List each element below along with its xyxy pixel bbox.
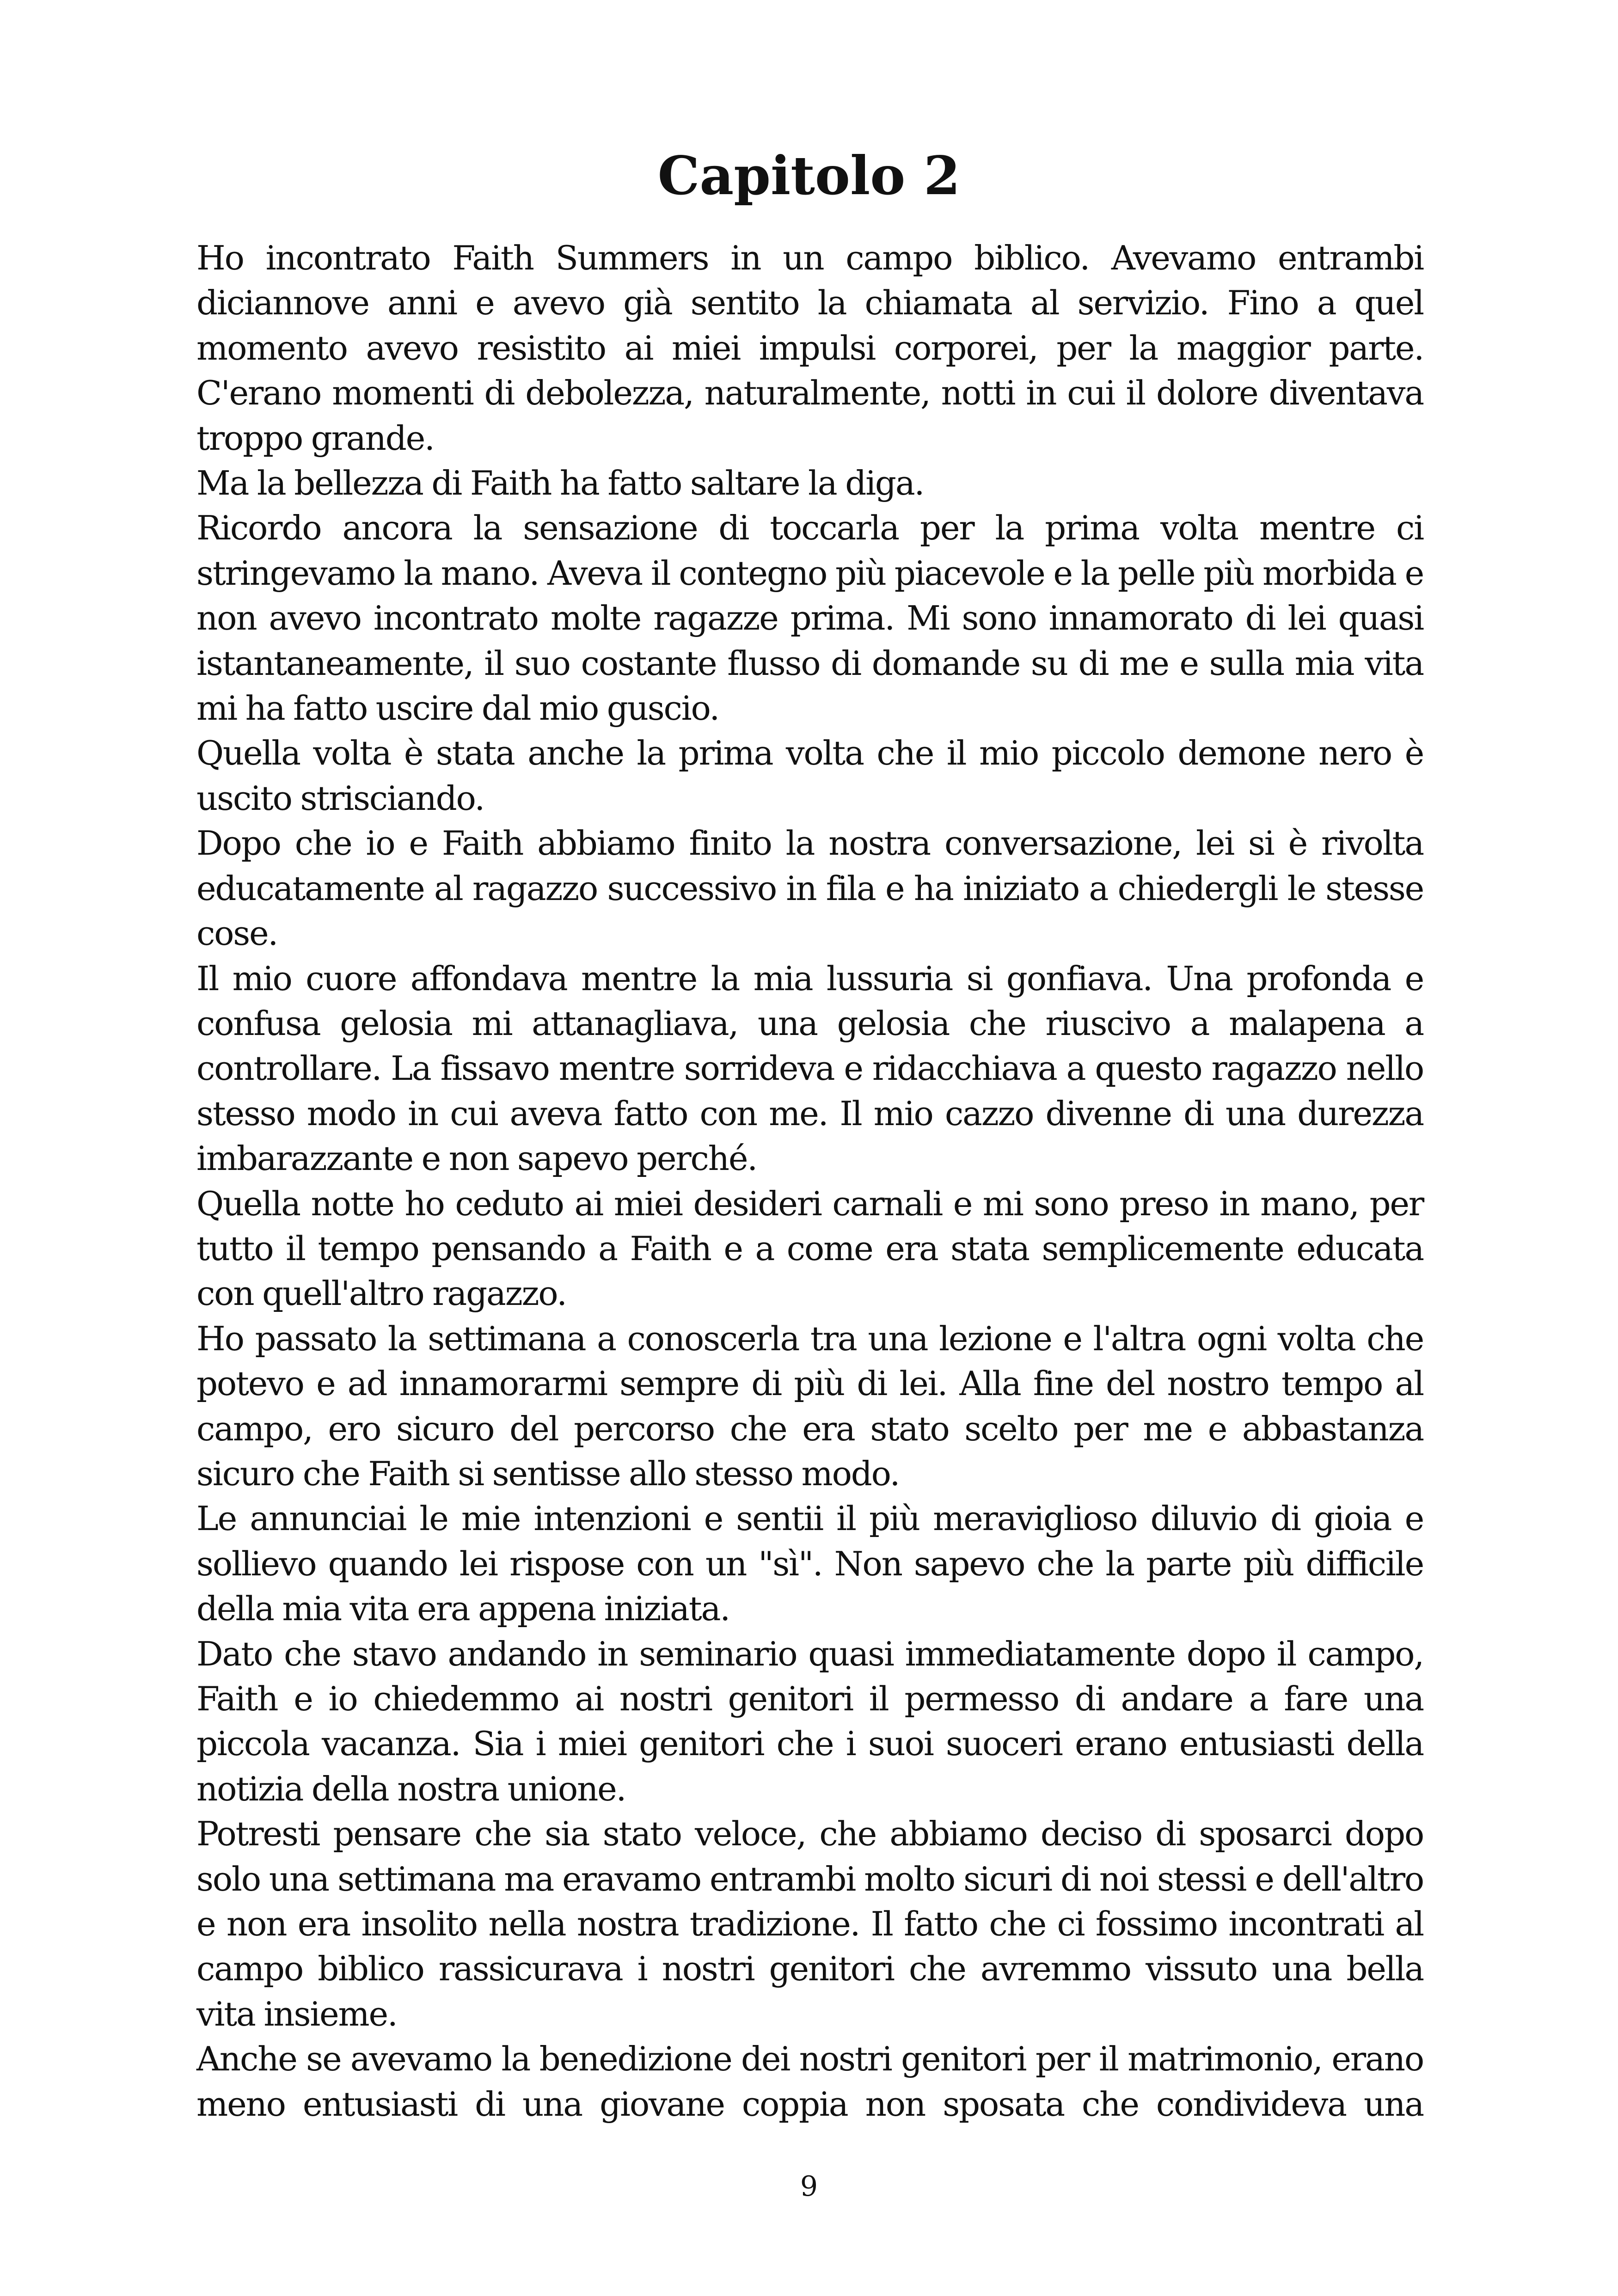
paragraph: Il mio cuore affondava mentre la mia lussuria si gonfiava. Una profonda e confusa gelosia mi attanagliava, una gelosia che riuscivo a malapena a controllare. La fissavo mentre sorrideva e ridacchiava a questo ragazzo nello stesso modo in cui aveva fatto con me. Il mio cazzo divenne di una durezza imbarazzante e non sapevo perché. <box>196 959 1423 1178</box>
paragraph: Anche se avevamo la benedizione dei nostri genitori per il matrimonio, erano meno entusiasti di una giovane coppia non sposata che condivideva una <box>196 2039 1423 2124</box>
paragraph: Potresti pensare che sia stato veloce, che abbiamo deciso di sposarci dopo solo una settimana ma eravamo entrambi molto sicuri di noi stessi e dell'altro e non era insolito nella nostra tradizione. Il fatto che ci fossimo incontrati al campo biblico rassicurava i nostri genitori che avremmo vissuto una bella vita insieme. <box>196 1814 1423 2033</box>
paragraph: Ricordo ancora la sensazione di toccarla per la prima volta mentre ci stringevamo la mano. Aveva il contegno più piacevole e la pelle più morbida e non avevo incontrato molte ragazze prima. Mi sono innamorato di lei quasi istantaneamente, il suo costante flusso di domande su di me e sulla mia vita mi ha fatto uscire dal mio guscio. <box>196 508 1423 728</box>
paragraph: Quella volta è stata anche la prima volta che il mio piccolo demone nero è uscito strisciando. <box>196 734 1423 818</box>
paragraph: Ho passato la settimana a conoscerla tra una lezione e l'altra ogni volta che potevo e ad innamorarmi sempre di più di lei. Alla fine del nostro tempo al campo, ero sicuro del percorso che era stato scelto per me e abbastanza sicuro che Faith si sentisse allo stesso modo. <box>196 1319 1423 1493</box>
chapter-title: Capitolo 2 <box>657 145 961 207</box>
paragraph: Quella notte ho ceduto ai miei desideri carnali e mi sono preso in mano, per tutto il tempo pensando a Faith e a come era stata semplicemente educata con quell'altro ragazzo. <box>196 1184 1423 1313</box>
paragraph: Le annunciai le mie intenzioni e sentii il più meraviglioso diluvio di gioia e sollievo quando lei rispose con un "sì". Non sapevo che la parte più difficile della mia vita era appena iniziata. <box>196 1499 1423 1629</box>
page-number: 9 <box>800 2170 818 2203</box>
paragraph: Ho incontrato Faith Summers in un campo biblico. Avevamo entrambi diciannove anni e avevo già sentito la chiamata al servizio. Fino a quel momento avevo resistito ai miei impulsi corporei, per la maggior parte. C'erano momenti di debolezza, naturalmente, notti in cui il dolore diventava troppo grande. <box>196 239 1423 458</box>
paragraph: Dopo che io e Faith abbiamo finito la nostra conversazione, lei si è rivolta educatamente al ragazzo successivo in fila e ha iniziato a chiedergli le stesse cose. <box>196 824 1423 953</box>
paragraph: Dato che stavo andando in seminario quasi immediatamente dopo il campo, Faith e io chiedemmo ai nostri genitori il permesso di andare a fare una piccola vacanza. Sia i miei genitori che i suoi suoceri erano entusiasti della notizia della nostra unione. <box>196 1634 1423 1808</box>
paragraph: Ma la bellezza di Faith ha fatto saltare la diga. <box>196 464 924 503</box>
chapter-body <box>196 236 1423 2127</box>
